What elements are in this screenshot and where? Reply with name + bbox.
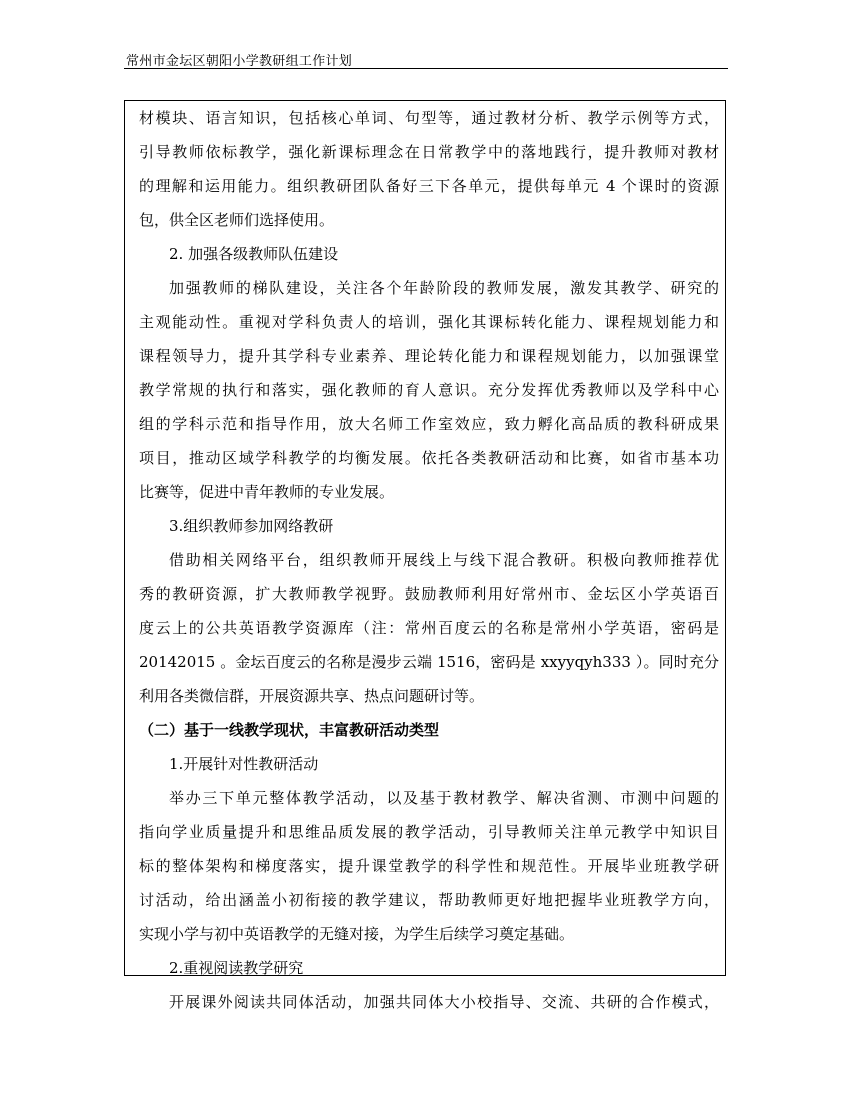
paragraph-line: 标的整体架构和梯度落实，提升课堂教学的科学性和规范性。开展毕业班教学研 [139,857,719,875]
paragraph-line: 加强教师的梯队建设，关注各个年龄阶段的教师发展，激发其教学、研究的 [169,279,719,297]
paragraph-line: 利用各类微信群，开展资源共享、热点问题研讨等。 [139,687,485,705]
paragraph-line: 包，供全区老师们选择使用。 [139,211,335,229]
subsection-heading: 2. 加强各级教师队伍建设 [169,245,339,263]
paragraph-line: 秀的教研资源，扩大教师教学视野。鼓励教师利用好常州市、金坛区小学英语百 [139,585,719,603]
paragraph-line: 举办三下单元整体教学活动，以及基于教材教学、解决省测、市测中问题的 [169,789,719,807]
paragraph-line: 借助相关网络平台，组织教师开展线上与线下混合教研。积极向教师推荐优 [169,551,719,569]
header-divider [124,68,728,69]
paragraph-line: 课程领导力，提升其学科专业素养、理论转化能力和课程规划能力，以加强课堂 [139,347,719,365]
paragraph-line: 引导教师依标教学，强化新课标理念在日常教学中的落地践行，提升教师对教材 [139,143,719,161]
page-header-title: 常州市金坛区朝阳小学教研组工作计划 [126,54,353,69]
subsection-heading: 3.组织教师参加网络教研 [169,517,334,535]
paragraph-line: 度云上的公共英语教学资源库（注：常州百度云的名称是常州小学英语，密码是 [139,619,719,637]
paragraph-line: 20142015 。金坛百度云的名称是漫步云端 1516，密码是 xxyyqyh333 ）。同时充分 [139,653,719,671]
paragraph-line: 组的学科示范和指导作用，放大名师工作室效应，致力孵化高品质的教科研成果 [139,415,719,433]
paragraph-line: 讨活动，给出涵盖小初衔接的教学建议，帮助教师更好地把握毕业班教学方向， [139,891,719,909]
paragraph-line: 实现小学与初中英语教学的无缝对接，为学生后续学习奠定基础。 [139,925,575,943]
paragraph-line: 开展课外阅读共同体活动，加强共同体大小校指导、交流、共研的合作模式， [169,993,719,1011]
subsection-heading: 2.重视阅读教学研究 [169,959,304,977]
paragraph-line: 项目，推动区域学科教学的均衡发展。依托各类教研活动和比赛，如省市基本功 [139,449,719,467]
subsection-heading: 1.开展针对性教研活动 [169,755,319,773]
paragraph-line: 教学常规的执行和落实，强化教师的育人意识。充分发挥优秀教师以及学科中心 [139,381,719,399]
paragraph-line: 的理解和运用能力。组织教研团队备好三下各单元，提供每单元 4 个课时的资源 [139,177,719,195]
paragraph-line: 比赛等，促进中青年教师的专业发展。 [139,483,395,501]
paragraph-line: 材模块、语言知识，包括核心单词、句型等，通过教材分析、教学示例等方式， [139,109,719,127]
paragraph-line: 指向学业质量提升和思维品质发展的教学活动，引导教师关注单元教学中知识目 [139,823,719,841]
section-heading: （二）基于一线教学现状，丰富教研活动类型 [139,721,440,739]
paragraph-line: 主观能动性。重视对学科负责人的培训，强化其课标转化能力、课程规划能力和 [139,313,719,331]
